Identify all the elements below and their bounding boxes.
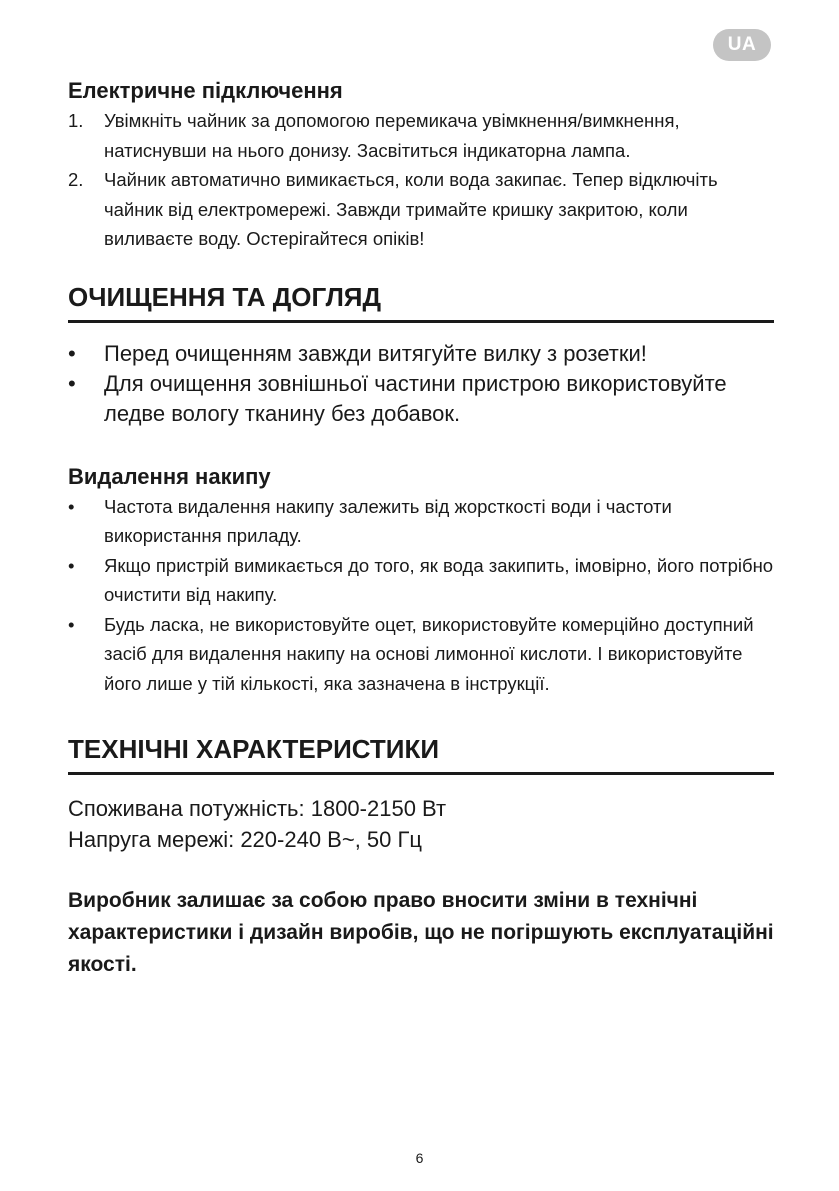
list-item (68, 339, 774, 369)
manufacturer-note: Виробник залишає за собою право вносити зміни в технічні характеристики і дизайн виробів, що не погіршують експлуатаційні якості. (68, 889, 774, 976)
section-heading-specifications: ТЕХНІЧНІ ХАРАКТЕРИСТИКИ (68, 732, 774, 775)
bullet-icon: • (68, 495, 75, 517)
list-item (68, 610, 774, 699)
step-text: Увімкніть чайник за допомогою перемикача увімкнення/вимкнення, натиснувши на нього донизу. Засвітиться індикаторна лампа. (104, 110, 680, 161)
step-number: 1. (68, 110, 84, 131)
mains-voltage: Напруга мережі: 220-240 В~, 50 Гц (68, 827, 423, 852)
bullet-icon: • (68, 340, 76, 366)
bullet-text: Будь ласка, не використовуйте оцет, використовуйте комерційно доступний засіб для видалення накипу на основі лимонної кислоти. І використовуйте його лише у тій кількості, яка зазначена в інструкції. (104, 613, 754, 694)
bullet-icon: • (68, 613, 75, 635)
list-item (68, 369, 774, 429)
section-heading-cleaning: ОЧИЩЕННЯ ТА ДОГЛЯД (68, 280, 774, 323)
step-text: Чайник автоматично вимикається, коли вода закипає. Тепер відключіть чайник від електромережі. Завжди тримайте кришку закритою, коли виливаєте воду. Остерігайтеся опіків! (104, 169, 718, 249)
list-item (68, 165, 774, 254)
bullet-text: Якщо пристрій вимикається до того, як вода закипить, імовірно, його потрібно очистити від накипу. (104, 554, 774, 605)
bullet-text: Для очищення зовнішньої частини пристрою використовуйте ледве вологу тканину без добавок. (104, 370, 727, 426)
section-heading-descaling: Видалення накипу (68, 463, 271, 489)
power-consumption: Споживана потужність: 1800-2150 Вт (68, 796, 447, 821)
descaling-list (68, 492, 774, 699)
step-number: 2. (68, 169, 84, 190)
list-item (68, 492, 774, 551)
list-item (68, 551, 774, 610)
section-heading-electrical-connection: Електричне підключення (68, 78, 343, 103)
cleaning-list (68, 339, 774, 429)
connection-steps-list (68, 106, 774, 254)
list-item (68, 106, 774, 165)
bullet-text: Перед очищенням завжди витягуйте вилку з розетки! (104, 340, 647, 366)
specifications-block (68, 793, 774, 855)
page-number: 6 (415, 1150, 424, 1166)
bullet-text: Частота видалення накипу залежить від жорсткості води і частоти використання приладу. (104, 495, 672, 546)
page-content (68, 76, 774, 981)
language-badge: UA (713, 29, 771, 61)
bullet-icon: • (68, 370, 76, 396)
bullet-icon: • (68, 554, 75, 576)
